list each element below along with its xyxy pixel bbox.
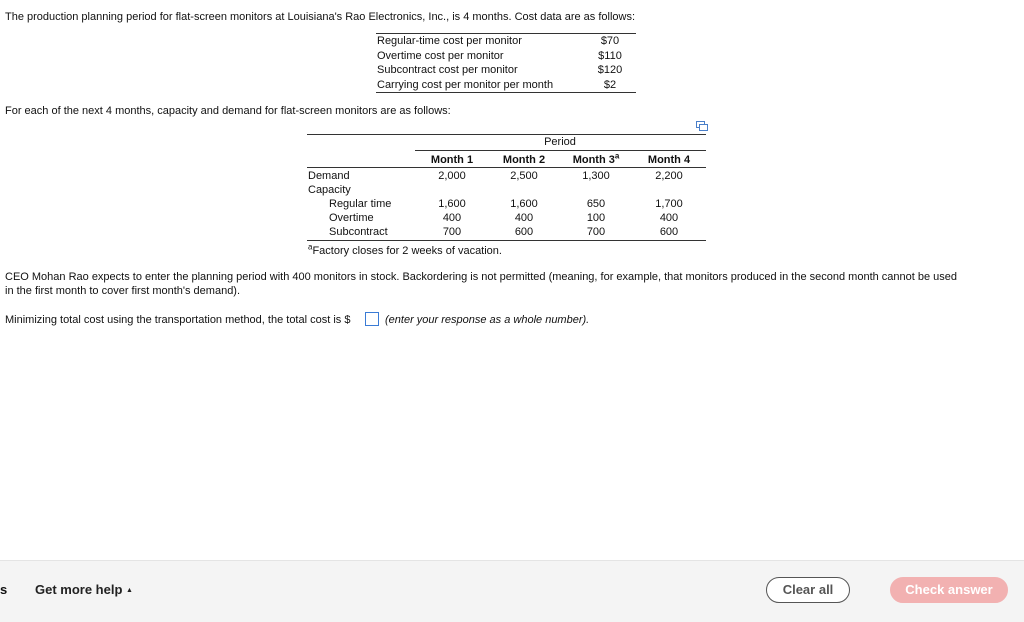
overtime-value: 400 <box>514 212 534 224</box>
table-footnote <box>308 242 502 258</box>
period-header: Period <box>544 136 576 148</box>
cost-value: $110 <box>598 49 622 62</box>
demand-value: 1,300 <box>582 170 610 182</box>
overtime-value: 100 <box>586 212 606 224</box>
cost-value: $70 <box>600 35 620 47</box>
cost-label: Carrying cost per monitor per month <box>377 78 554 91</box>
cost-table <box>376 33 636 93</box>
clear-all-button[interactable]: Clear all <box>766 577 850 603</box>
cost-row <box>376 49 636 64</box>
month-1-header: Month 1 <box>430 154 474 166</box>
overtime-value: 400 <box>659 212 679 224</box>
question-suffix: (enter your response as a whole number). <box>385 314 590 326</box>
copy-icon[interactable] <box>696 121 708 131</box>
cost-row <box>376 63 636 78</box>
cost-value: $120 <box>597 64 623 76</box>
regular-time-value: 1,600 <box>438 198 466 210</box>
capacity-label: Capacity <box>308 184 351 196</box>
overtime-value: 400 <box>442 212 462 224</box>
answer-input[interactable] <box>365 312 379 326</box>
footnote-marker: a <box>308 242 313 252</box>
demand-value: 2,200 <box>655 170 683 182</box>
footer-bar <box>0 560 1024 622</box>
capacity-intro-text: For each of the next 4 months, capacity and demand for flat-screen monitors are as follows: <box>5 105 451 117</box>
table-top-rule <box>307 134 706 135</box>
question-prefix: Minimizing total cost using the transportation method, the total cost is $ <box>5 314 351 326</box>
month-2-header: Month 2 <box>502 154 546 166</box>
capacity-table <box>307 134 706 241</box>
demand-label: Demand <box>308 170 350 182</box>
footer-left-fragment: s <box>0 582 8 597</box>
cost-value: $2 <box>603 78 617 91</box>
month-3-header <box>561 151 631 167</box>
subcontract-value: 700 <box>586 226 606 238</box>
month-4-header: Month 4 <box>647 154 691 166</box>
scenario-text-line-2: in the first month to cover first month's demand). <box>5 285 241 297</box>
subcontract-value: 700 <box>442 226 462 238</box>
demand-value: 2,500 <box>510 170 538 182</box>
table-bottom-rule <box>307 240 706 241</box>
intro-text: The production planning period for flat-screen monitors at Louisiana's Rao Electronics, Inc., is 4 months. Cost data are as follows: <box>5 11 636 23</box>
cost-label: Overtime cost per monitor <box>377 49 504 62</box>
check-answer-button[interactable]: Check answer <box>890 577 1008 603</box>
regular-time-value: 650 <box>586 198 606 210</box>
month-3-label: Month 3 <box>572 154 615 166</box>
cost-row <box>376 34 636 49</box>
cost-row <box>376 78 636 93</box>
row-label-subcontract: Subcontract <box>329 226 388 238</box>
row-label-regular-time: Regular time <box>329 198 392 210</box>
subcontract-value: 600 <box>514 226 534 238</box>
regular-time-value: 1,600 <box>510 198 538 210</box>
get-more-help-label: Get more help <box>35 582 123 597</box>
regular-time-value: 1,700 <box>655 198 683 210</box>
caret-up-icon: ▲ <box>126 587 133 594</box>
row-label-overtime: Overtime <box>329 212 374 224</box>
header-rule <box>307 167 706 168</box>
cost-label: Regular-time cost per monitor <box>377 35 522 47</box>
month-3-footnote-marker: a <box>614 151 620 161</box>
subcontract-value: 600 <box>659 226 679 238</box>
get-more-help-button[interactable] <box>35 583 133 597</box>
period-underline <box>415 150 706 151</box>
cost-label: Subcontract cost per monitor <box>377 64 518 76</box>
demand-value: 2,000 <box>438 170 466 182</box>
scenario-text-line-1: CEO Mohan Rao expects to enter the planning period with 400 monitors in stock. Backordering is not permitted (meaning, for example, that monitors produced in the second month cannot be used <box>5 271 958 283</box>
footnote-text: Factory closes for 2 weeks of vacation. <box>312 245 502 257</box>
